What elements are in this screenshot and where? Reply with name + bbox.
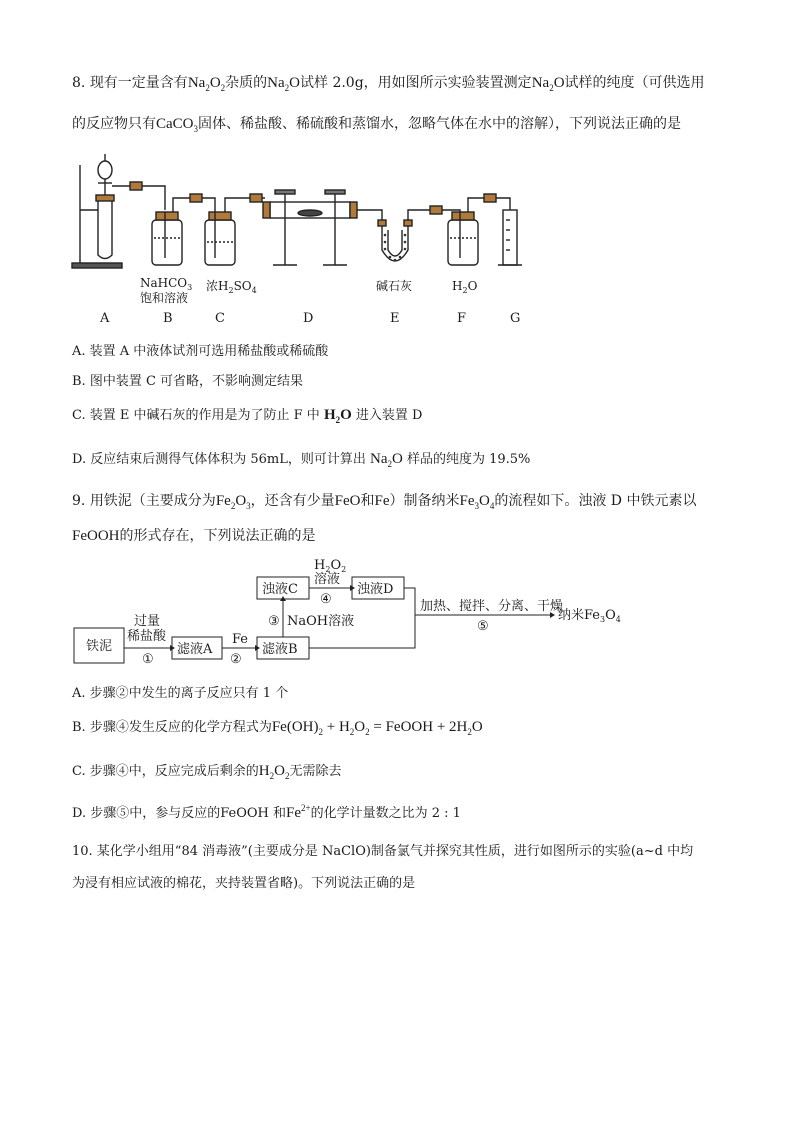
svg-text:①: ① <box>142 652 154 667</box>
svg-text:②: ② <box>230 652 242 667</box>
apparatus-a-tube <box>98 200 112 259</box>
svg-text:过量: 过量 <box>134 614 161 629</box>
apparatus-b-reagent-label: NaHCO$_3$ <box>140 276 193 292</box>
apparatus-label-e: E <box>390 311 400 326</box>
svg-text:纳米Fe3O4: 纳米$Fe_3O_4$ <box>558 608 621 624</box>
svg-text:④: ④ <box>320 592 332 607</box>
q8-apparatus-diagram <box>70 150 540 330</box>
q9-option-d: D. 步骤⑤中，参与反应的FeOOH 和$Fe^{2+}$的化学计量数之比为 2 : 1 <box>72 803 461 821</box>
svg-text:溶液: 溶液 <box>314 572 341 587</box>
svg-text:滤液A: 滤液A <box>177 642 213 657</box>
q10-stem-line1: 10. 某化学小组用“84 消毒液”(主要成分是 NaClO)制备氯气并探究其性质，进行如图所示的实验(a~d 中均 <box>72 844 694 859</box>
apparatus-label-d: D <box>303 311 314 326</box>
apparatus-label-f: F <box>457 311 467 326</box>
q8-option-d: D. 反应结束后测得气体体积为 56mL，则可计算出 $Na_2O$ 样品的纯度为 19.5% <box>72 451 531 469</box>
q8-stem-line2: 的反应物只有CaCO$_3$固体、稀盐酸、稀硫酸和蒸馏水，忽略气体在水中的溶解），下列说法正确的是 <box>72 116 681 134</box>
apparatus-label-g: G <box>510 311 521 326</box>
q8-option-b: B. 图中装置 C 可省略，不影响测定结果 <box>72 374 304 389</box>
apparatus-a-funnel <box>98 161 112 179</box>
apparatus-label-a: A <box>100 311 110 326</box>
svg-text:浊液C: 浊液C <box>262 582 298 597</box>
svg-text:铁泥: 铁泥 <box>86 639 113 654</box>
svg-text:滤液B: 滤液B <box>262 642 298 657</box>
apparatus-label-c: C <box>215 311 225 326</box>
svg-text:H2O2: $H_2O_2$ <box>314 558 347 574</box>
q10-stem-line2: 为浸有相应试液的棉花，夹持装置省略)。下列说法正确的是 <box>72 876 416 891</box>
apparatus-a-base <box>72 263 122 268</box>
q9-option-c: C. 步骤④中，反应完成后剩余的$H_2O_2$无需除去 <box>72 763 342 781</box>
q9-option-b: B. 步骤④发生反应的化学方程式为$Fe(OH)_2 + H_2O_2$ = FeOOH + $2H_2O$ <box>72 719 483 737</box>
svg-text:③: ③ <box>268 614 280 629</box>
apparatus-label-b: B <box>163 311 173 326</box>
svg-text:稀盐酸: 稀盐酸 <box>127 629 167 644</box>
svg-text:NaOH溶液: NaOH溶液 <box>287 614 355 629</box>
q8-option-c: C. 装置 E 中碱石灰的作用是为了防止 F 中 $H_2O$ 进入装置 D <box>72 407 423 425</box>
apparatus-b-reagent-label2: 饱和溶液 <box>140 291 189 305</box>
svg-text:加热、搅拌、分离、干燥: 加热、搅拌、分离、干燥 <box>420 599 564 614</box>
q8-stem-line1: 8. 现有一定量含有$Na_2O_2$杂质的$Na_2O$试样 2.0g，用如图所示实验装置测定$Na_2O$试样的纯度（可供选用 <box>72 75 705 93</box>
apparatus-f-reagent-label: $H_2O$ <box>452 279 478 295</box>
svg-text:⑤: ⑤ <box>477 619 489 634</box>
apparatus-g-cylinder <box>503 210 517 265</box>
apparatus-f-bottle <box>448 220 478 265</box>
q9-option-a: A. 步骤②中发生的离子反应只有 1 个 <box>72 686 289 701</box>
apparatus-c-reagent-label: 浓$H_2SO_4$ <box>206 279 257 295</box>
svg-text:浊液D: 浊液D <box>357 582 394 597</box>
q8-option-a: A. 装置 A 中液体试剂可选用稀盐酸或稀硫酸 <box>72 344 329 359</box>
q9-stem-line1: 9. 用铁泥（主要成分为$Fe_2O_3$，还含有少量FeO和Fe）制备纳米$Fe_3O_4$的流程如下。浊液 D 中铁元素以 <box>72 493 697 511</box>
apparatus-b-bottle <box>152 220 182 265</box>
svg-text:Fe: Fe <box>232 632 249 647</box>
q9-stem-line2: FeOOH的形式存在，下列说法正确的是 <box>72 528 316 544</box>
q9-flowchart <box>72 555 632 670</box>
apparatus-e-reagent-label: 碱石灰 <box>376 279 413 293</box>
